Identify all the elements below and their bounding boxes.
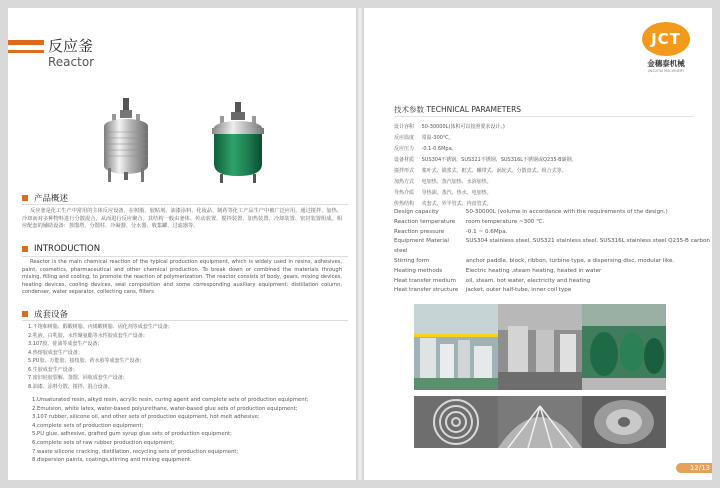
sets-heading (22, 308, 68, 320)
table-row (394, 122, 577, 133)
divider (22, 256, 348, 257)
param-key: 反应温度 (394, 135, 415, 141)
sets-list-en (32, 396, 308, 465)
table-row (394, 133, 577, 144)
page-number: 12/13 (676, 463, 712, 473)
table-row (394, 267, 712, 277)
param-key: Equipment Material (394, 238, 449, 245)
overview-heading-text: 产品概述 (34, 194, 69, 204)
param-key: Design capacity (394, 209, 439, 215)
param-value: room temperature ~300 ℃. (465, 218, 545, 225)
param-value: Electric heating ,steam heating, heated in water (465, 267, 602, 274)
list-item: 6.complete sets of raw rubber production equipment; (32, 439, 175, 446)
table-row (394, 208, 712, 218)
param-key: Heating methods (394, 267, 443, 274)
param-value: 50-30000L (volume in accordance with the requirements of the design.) (465, 209, 668, 215)
table-row (394, 155, 577, 166)
coil-photo-3 (582, 396, 666, 448)
overview-heading (22, 192, 68, 204)
param-value: 夹套式、外半管式、内盘管式。 (421, 201, 492, 207)
param-value: anchor paddle, block, ribbon, turbine type, a dispersing disc, modular like. (465, 257, 675, 264)
param-value: -0.1 ~ 0.6Mpa. (465, 228, 508, 235)
list-item: 8.油漆、涂料分散、搅拌、混合设备。 (28, 383, 113, 390)
param-key: 反应压力 (394, 146, 415, 152)
overview-text: 反应釜是化工生产中常用的主体反应设备，在树脂、胶粘剂、油漆涂料、化妆品、制药等化工产品生产中被广泛应用。通过搅拌、加热、冷却而对多种物料进行分散混合，从而进行反应聚合。其结构一般由釜体、传动装置、搅拌装置、加热装置、冷却装置、密封装置组成。相应配套的辅助设备：蒸馏塔、分馏柱、冷凝器、分水器、收集罐、过滤器等。 (22, 208, 342, 230)
list-item: 7.waste silicone cracking, distillation, recycling sets of production equipment; (32, 448, 239, 455)
factory-photo-2 (498, 304, 582, 390)
sets-heading-text: 成套设备 (34, 310, 69, 320)
table-row (394, 228, 712, 238)
table-row (394, 257, 712, 267)
factory-photo-3 (582, 304, 666, 390)
list-item: 7.废旧硅胶裂解、蒸馏、回收成套生产设备； (28, 375, 128, 381)
params-table-cn (394, 122, 577, 210)
table-row (394, 277, 712, 287)
coil-photo-2 (498, 396, 582, 448)
param-key: 设备材质 (394, 157, 415, 163)
param-key: Reaction temperature (394, 218, 456, 225)
page-title-en: Reactor (48, 55, 95, 69)
param-value: 常温-300℃。 (421, 135, 454, 141)
table-row (394, 144, 577, 155)
section-marker (22, 195, 28, 201)
list-item: 3.107胶、硅油等成套生产设备； (28, 341, 103, 347)
divider (22, 320, 348, 321)
list-item: 1.Unsaturated resin, alkyd resin, acrylic resin, curing agent and complete sets of production equipment; (32, 397, 309, 403)
divider (394, 116, 694, 117)
logo-badge: JCT (642, 22, 690, 56)
list-item: 5.PU glue, adhesive, grafted gum syrup glue sets of production equipment; (32, 431, 232, 438)
param-key: 加热方式 (394, 179, 415, 185)
list-item: 3.107 rubber, silicone oil, and other sets of production equipment, hot melt adhesive; (32, 414, 260, 421)
param-key: Heat transfer medium (394, 277, 456, 284)
param-value: SUS304不锈钢、SUS321不锈钢、SUS316L不锈钢或Q235-B碳钢。 (421, 157, 577, 163)
intro-text: Reactor is the main chemical reaction of the typical production equipment, which is widely used in resins, adhesives, paint, cosmetics, pharmaceutical and other chemical production. To break down or combined the materials through mixing, filling and cooling, to promote the reaction of polymerization. The reactor consists of body, gears, mixing devices, heating devices, cooling devices, seal composition and some corresponding auxiliary equipment: distillation column, condenser, water separator, collecting cans, filters (22, 259, 342, 296)
enamel-reactor-image (206, 100, 270, 184)
table-row (394, 177, 577, 188)
table-row (394, 286, 712, 296)
param-value: jacket, outer half-tube, inner coil type (465, 287, 572, 294)
list-item: 6.生胶成套生产设备； (28, 366, 78, 373)
list-item: 4.热熔胶成套生产设备； (28, 349, 83, 356)
param-value: 桨叶式、锚浆式、框式、螺带式、涡轮式、分散盘式、组合式等。 (421, 168, 567, 174)
section-marker (22, 246, 28, 252)
page-title-cn: 反应釜 (48, 37, 94, 55)
list-item: 4.complete sets of production equipment; (32, 422, 144, 429)
title-accent-bar (8, 40, 44, 45)
list-item: 1.不饱和树脂、醇酸树脂、丙烯酸树脂、固化剂等成套生产设备； (28, 324, 173, 330)
logo-name-en: JINSUITAI MACHINERY (647, 69, 685, 73)
logo-name-cn: 金穗泰机械 (647, 59, 685, 68)
param-key: 设计容积 (394, 124, 415, 130)
sets-list-cn (28, 323, 173, 391)
param-key: 传热结构 (394, 201, 415, 207)
param-value: oil, steam, hot water, electricity and heating (465, 277, 591, 284)
param-key: 导热介质 (394, 190, 415, 196)
param-key: Stirring form (394, 257, 430, 264)
factory-photo-1 (414, 304, 498, 390)
title-accent-bar-thin (8, 50, 44, 53)
coil-photo-1 (414, 396, 498, 448)
param-value: SUS304 stainless steel, SUS321 stainless steel, SUS316L stainless steel Q235-B carbon steel (394, 238, 710, 255)
left-page (8, 8, 356, 480)
intro-heading-text: INTRODUCTION (34, 244, 101, 254)
param-key: 搅拌形式 (394, 168, 415, 174)
table-row (394, 166, 577, 177)
tech-params-title: 技术参数 TECHNICAL PARAMETERS (394, 105, 522, 114)
list-item: 2.乳液、白乳胶、水性聚氨酯等水性胶成套生产设备； (28, 332, 148, 339)
divider (22, 204, 348, 205)
table-row (394, 237, 712, 257)
list-item: 8.dispersion paints, coatings,stirring and mixing equipment. (32, 457, 192, 464)
table-row (394, 218, 712, 228)
param-key: Heat transfer structure (394, 287, 459, 294)
list-item: 5.PU胶、万能胶、接枝胶、药水胶等成套生产设备； (28, 358, 145, 364)
params-table-en (394, 208, 712, 296)
param-value: 导热油、蒸汽、热水、电加热。 (421, 190, 492, 196)
param-value: 电加热、蒸汽加热、水浴加热。 (421, 179, 492, 185)
right-page (364, 8, 712, 480)
list-item: 2.Emulsion, white latex, water-based polyurethane, water-based glue sets of production equipment; (32, 405, 298, 412)
book-gutter (356, 8, 364, 480)
table-row (394, 188, 577, 199)
param-value: 50-30000L(体积可以按照要求设计。) (421, 124, 505, 130)
intro-heading (22, 244, 100, 254)
company-logo (636, 22, 696, 73)
param-key: Reaction pressure (394, 228, 445, 235)
section-marker (22, 311, 28, 317)
param-value: -0.1-0.6Mpa。 (421, 146, 457, 152)
stainless-reactor-image (96, 96, 156, 184)
